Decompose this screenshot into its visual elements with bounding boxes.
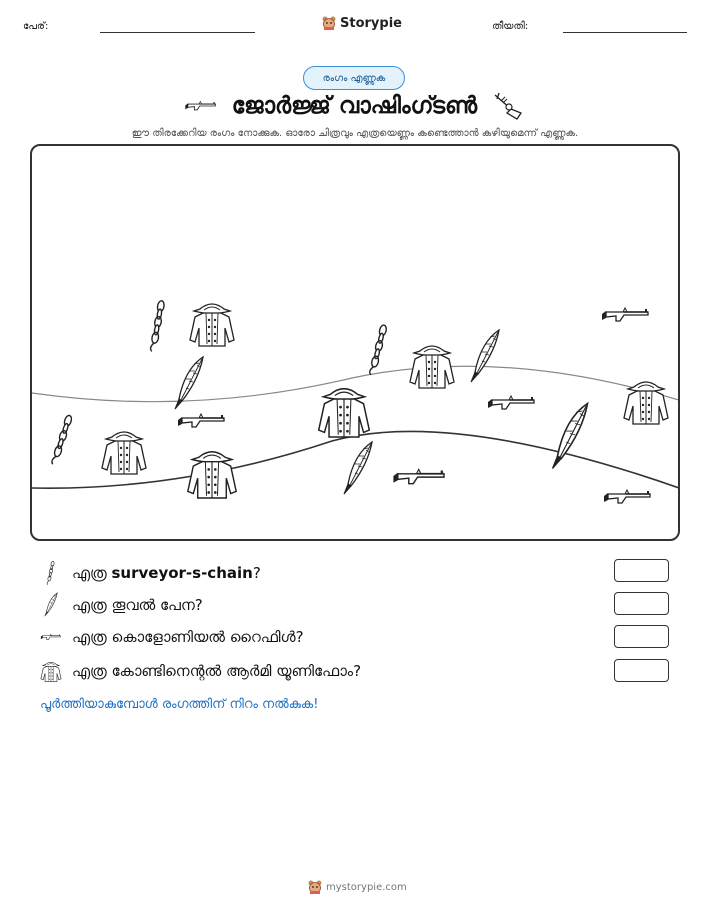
question-text: എത്ര കോണ്ടിനെന്റൽ ആർമി യൂണിഫോം? (72, 662, 362, 680)
quill-icon (553, 404, 588, 469)
activity-badge: രംഗം എണ്ണുക (303, 66, 405, 90)
question-text: എത്ര surveyor-s-chain? (72, 564, 261, 582)
footer-brand (308, 880, 407, 894)
title-row (150, 88, 559, 124)
answer-box[interactable] (614, 659, 669, 682)
rifle-icon (40, 625, 62, 649)
bear-logo-icon (308, 880, 322, 894)
page-title: ജോർജ്ജ് വാഷിംഗ്ടൺ (231, 93, 478, 119)
rifle-icon (604, 490, 650, 503)
question-row (40, 658, 361, 684)
chain-icon (51, 415, 73, 466)
brand-logo (322, 13, 402, 33)
quill-icon (40, 593, 62, 617)
name-field[interactable] (100, 32, 255, 33)
quill-icon (471, 330, 499, 382)
uniform-icon (410, 346, 454, 388)
name-label: പേര്: (23, 21, 49, 32)
uniform-icon (40, 659, 62, 683)
chain-icon (150, 300, 165, 352)
question-text: എത്ര കൊളോണിയൽ റൈഫിൾ? (72, 628, 304, 646)
rifle-icon (602, 308, 648, 321)
surveying-tool-icon (491, 91, 525, 121)
counting-scene (30, 144, 680, 541)
chain-icon (40, 561, 62, 585)
scene-illustration (32, 146, 680, 541)
uniform-icon (624, 382, 668, 424)
uniform-icon (102, 432, 146, 474)
date-label: തീയതി: (492, 21, 529, 32)
question-row (40, 624, 304, 650)
instructions: ഈ തിരക്കേറിയ രംഗം നോക്കുക. ഓരോ ചിത്രവും എത്രയെണ്ണം കണ്ടെത്താൻ കഴിയുമെന്ന് എണ്ണുക. (131, 128, 579, 139)
completion-note: പൂർത്തിയാകുമ്പോൾ രംഗത്തിന് നിറം നൽകുക! (40, 697, 319, 712)
question-text: എത്ര തൂവൽ പേന? (72, 596, 203, 614)
rifle-icon (178, 414, 224, 427)
uniform-icon (319, 389, 370, 437)
question-row (40, 560, 261, 586)
quill-icon (344, 442, 372, 494)
answer-box[interactable] (614, 625, 669, 648)
bear-logo-icon (322, 16, 336, 30)
answer-box[interactable] (614, 559, 669, 582)
chain-icon (369, 324, 388, 376)
footer-site-text: mystorypie.com (326, 881, 407, 893)
rifle-icon (488, 396, 534, 409)
question-row (40, 592, 203, 618)
date-field[interactable] (563, 32, 687, 33)
rifle-icon (184, 98, 218, 114)
uniform-icon (188, 452, 236, 498)
brand-name: Storypie (340, 15, 402, 31)
answer-box[interactable] (614, 592, 669, 615)
rifle-icon (393, 469, 444, 483)
uniform-icon (190, 304, 234, 346)
